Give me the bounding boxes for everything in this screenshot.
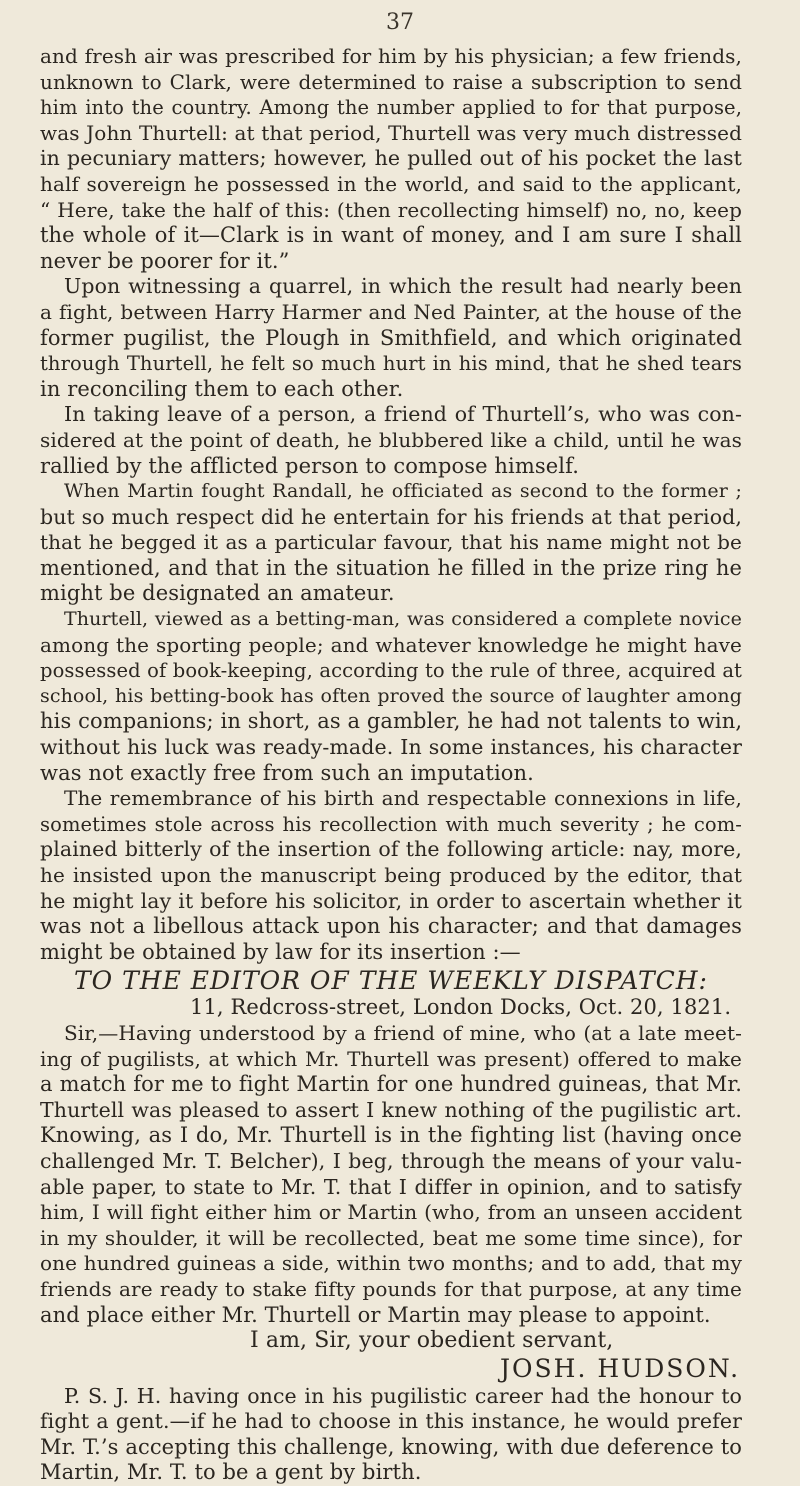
text-line: but so much respect did he entertain for his friends at that period, bbox=[40, 504, 742, 529]
text-line: The remembrance of his birth and respectable connexions in life, bbox=[64, 786, 742, 811]
text-line: possessed of book-keeping, according to the rule of three, acquired at bbox=[40, 659, 742, 683]
text-line: among the sporting people; and whatever knowledge he might have bbox=[40, 632, 742, 657]
text-line: might be designated an amateur. bbox=[40, 581, 395, 606]
text-line: in pecuniary matters; however, he pulled out of his pocket the last bbox=[40, 146, 742, 171]
body-text bbox=[40, 44, 742, 1486]
text-line: unknown to Clark, were determined to raise a subscription to send bbox=[40, 69, 742, 94]
letter-line: Knowing, as I do, Mr. Thurtell is in the fighting list (having once bbox=[40, 1123, 742, 1148]
letter-line: challenged Mr. T. Belcher), I beg, through the means of your valu- bbox=[40, 1148, 742, 1173]
text-line: Thurtell, viewed as a betting-man, was considered a complete novice bbox=[64, 608, 742, 631]
letter-line: a match for me to fight Martin for one hundred guineas, that Mr. bbox=[40, 1072, 742, 1097]
text-line: that he begged it as a particular favour, that his name might not be bbox=[40, 530, 742, 555]
text-line: his companions; in short, as a gambler, he had not talents to win, bbox=[40, 709, 743, 734]
text-line: was not exactly free from such an imputation. bbox=[40, 760, 534, 785]
text-line: in reconciling them to each other. bbox=[40, 376, 404, 401]
text-line: him into the country. Among the number applied to for that purpose, bbox=[40, 96, 742, 120]
page-number: 37 bbox=[386, 10, 414, 35]
text-line: “ Here, take the half of this: (then recollecting himself) no, no, keep bbox=[40, 197, 742, 222]
letter-line: him, I will fight either him or Martin (who, from an unseen accident bbox=[40, 1200, 742, 1225]
letter-heading: TO THE EDITOR OF THE WEEKLY DISPATCH: bbox=[74, 966, 708, 996]
letter-line: able paper, to state to Mr. T. that I differ in opinion, and to satisfy bbox=[40, 1174, 742, 1199]
letter-line: Sir,—Having understood by a friend of mine, who (at a late meet- bbox=[64, 1020, 742, 1045]
text-line: In taking leave of a person, a friend of Thurtell’s, who was con- bbox=[64, 402, 742, 427]
text-line: was not a libellous attack upon his character; and that damages bbox=[40, 914, 742, 939]
letter-signature: JOSH. HUDSON. bbox=[500, 1353, 741, 1383]
text-line: plained bitterly of the insertion of the following article: nay, more, bbox=[40, 837, 742, 862]
text-line: former pugilist, the Plough in Smithfield, and which originated bbox=[40, 325, 742, 350]
letter-line: one hundred guineas a side, within two months; and to add, that my bbox=[40, 1251, 742, 1276]
postscript-line: Martin, Mr. T. to be a gent by birth. bbox=[40, 1460, 422, 1485]
text-line: was John Thurtell: at that period, Thurtell was very much distressed bbox=[40, 120, 742, 145]
text-line: never be poorer for it.” bbox=[40, 248, 290, 273]
letter-line: ing of pugilists, at which Mr. Thurtell was present) offered to make bbox=[40, 1046, 742, 1071]
text-line: a fight, between Harry Harmer and Ned Painter, at the house of the bbox=[40, 299, 742, 324]
letter-line: and place either Mr. Thurtell or Martin may please to appoint. bbox=[40, 1302, 711, 1327]
text-line: Upon witnessing a quarrel, in which the result had nearly been bbox=[64, 274, 742, 299]
postscript-line: Mr. T.’s accepting this challenge, knowing, with due deference to bbox=[40, 1434, 742, 1459]
letter-line: friends are ready to stake fifty pounds for that purpose, at any time bbox=[40, 1276, 742, 1301]
postscript-line: fight a gent.—if he had to choose in this instance, he would prefer bbox=[40, 1409, 742, 1434]
text-line: he insisted upon the manuscript being produced by the editor, that bbox=[40, 863, 742, 887]
text-line: rallied by the afflicted person to compose himself. bbox=[40, 453, 579, 478]
text-line: the whole of it—Clark is in want of money, and I am sure I shall bbox=[40, 223, 742, 248]
text-line: sometimes stole across his recollection with much severity ; he com- bbox=[40, 812, 742, 836]
text-line: he might lay it before his solicitor, in order to ascertain whether it bbox=[40, 888, 742, 913]
postscript-line: P. S. J. H. having once in his pugilistic career had the honour to bbox=[64, 1383, 742, 1408]
text-line: When Martin fought Randall, he officiated as second to the former ; bbox=[64, 480, 742, 503]
text-line: school, his betting-book has often proved the source of laughter among bbox=[40, 684, 742, 707]
letter-line: Thurtell was pleased to assert I knew nothing of the pugilistic art. bbox=[40, 1097, 742, 1122]
text-line: mentioned, and that in the situation he filled in the prize ring he bbox=[40, 555, 742, 580]
letter-address: 11, Redcross-street, London Docks, Oct. 20, 1821. bbox=[190, 995, 732, 1020]
text-line: sidered at the point of death, he blubbered like a child, until he was bbox=[40, 427, 742, 452]
text-line: half sovereign he possessed in the world, and said to the applicant, bbox=[40, 171, 742, 196]
text-line: might be obtained by law for its insertion :— bbox=[40, 939, 521, 964]
text-line: without his luck was ready-made. In some instances, his character bbox=[40, 735, 742, 760]
letter-line: in my shoulder, it will be recollected, beat me some time since), for bbox=[40, 1225, 742, 1250]
text-line: and fresh air was prescribed for him by his physician; a few friends, bbox=[40, 44, 742, 68]
text-line: through Thurtell, he felt so much hurt in his mind, that he shed tears bbox=[40, 352, 742, 376]
letter-closing: I am, Sir, your obedient servant, bbox=[250, 1328, 614, 1354]
